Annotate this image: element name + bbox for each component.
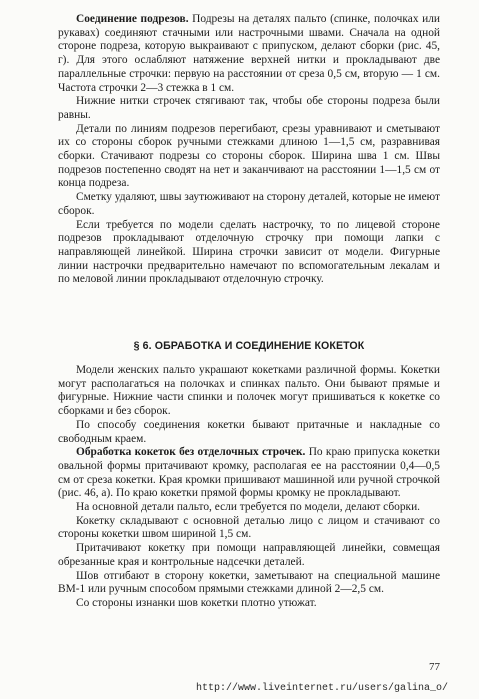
- paragraph: Если требуется по модели сделать настрочку, то по лицевой стороне подрезов прокладывают отделочную строчку при помощи лапки с направляющей линейкой. Ширина строчки зависит от модели. Фигурные линии настрочки предварительно намечают по вспомогательным лекалам и по меловой линии прокладывают отделочную строчку.: [58, 218, 440, 286]
- footer-url: http://www.liveinternet.ru/users/galina_o/: [196, 683, 449, 694]
- paragraph-run-in-title: Соединение подрезов.: [76, 13, 189, 25]
- paragraph: Со стороны изнанки шов кокетки плотно утюжат.: [76, 596, 317, 609]
- paragraph: На основной детали пальто, если требуется по модели, делают сборки.: [76, 501, 421, 514]
- paragraph: Притачивают кокетку при помощи направляющей линейки, совмещая обрезанные края и контрольные надсечки деталей.: [58, 542, 440, 568]
- paragraph: Сметку удаляют, швы заутюживают на сторону деталей, которые не имеют сборок.: [58, 191, 440, 217]
- page-number: 77: [429, 661, 440, 673]
- paragraph-text: По краю припуска кокетки овальной формы притачивают кромку, располагая ее на расстоянии 0,4—0,5 см от среза кокетки. Края кромки пришивают машинной или ручной строчкой (рис. 46, а). По краю кокетки прямой формы кромку не прокладывают.: [58, 446, 440, 500]
- upper-text-section: [58, 13, 440, 287]
- paragraph: [58, 13, 440, 95]
- paragraph-run-in-title: Обработка кокеток без отделочных строчек.: [76, 446, 306, 459]
- paragraph: [58, 446, 440, 501]
- paragraph: Модели женских пальто украшают кокетками различной формы. Кокетки могут располагаться на полочках и спинках пальто. Они бывают прямые и фигурные. Нижние части спинки и полочек могут пришиваться к кокетке со сборками и без сборок.: [58, 364, 440, 418]
- paragraph: Нижние нитки строчек стягивают так, чтобы обе стороны подреза были равны.: [58, 95, 440, 121]
- section-heading: § 6. ОБРАБОТКА И СОЕДИНЕНИЕ КОКЕТОК: [133, 340, 365, 352]
- paragraph: Шов отгибают в сторону кокетки, заметывают на специальной машине ВМ-1 или ручным способом прямыми стежками длиной 2—2,5 см.: [58, 569, 440, 596]
- paragraph: Кокетку складывают с основной деталью лицо с лицом и стачивают со стороны кокетки швом шириной 1,5 см.: [58, 514, 440, 541]
- lower-text-section: [58, 364, 440, 611]
- paragraph: По способу соединения кокетки бывают притачные и накладные со свободным краем.: [58, 418, 440, 445]
- paragraph-text: Подрезы на деталях пальто (спинке, полочках или рукавах) соединяют стачными или настрочными швами. Сначала на одной стороне подреза, которую выкраивают с припуском, делают сборки (рис. 45, г). Для этого ослабляют натяжение верхней нитки и прокладывают две параллельные строчки: первую на расстоянии от среза 0,5 см, вторую — 1 см. Частота строчки 2—3 стежка в 1 см.: [58, 13, 440, 94]
- paragraph: Детали по линиям подрезов перегибают, срезы уравнивают и сметывают их со стороны сборок ручными стежками длиною 1—1,5 см, разравнивая сборки. Стачивают подрезы со стороны сборок. Ширина шва 1 см. Швы подрезов постепенно сводят на нет и заканчивают на расстоянии 1—1,5 см от конца подреза.: [58, 122, 440, 190]
